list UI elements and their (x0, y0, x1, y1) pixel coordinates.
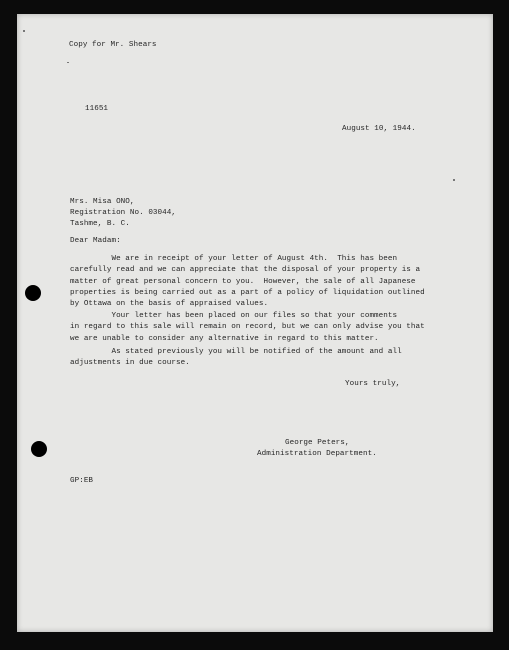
letter-date: August 10, 1944. (342, 125, 416, 133)
punch-hole-top (25, 285, 41, 301)
recipient-line: Tashme, B. C. (70, 220, 130, 228)
ink-speck (453, 179, 455, 181)
body-line: we are unable to consider any alternative in regard to this matter. (70, 334, 379, 343)
file-number: 11651 (85, 105, 109, 113)
body-line: Your letter has been placed on our files so that your comments (70, 312, 398, 320)
reference-initials: GP:EB (70, 477, 94, 485)
body-line: matter of great personal concern to you. However, the sale of all Japanese (70, 277, 416, 286)
recipient-line: Mrs. Misa ONO, (70, 198, 135, 206)
document-page (17, 14, 493, 632)
body-line: in regard to this sale will remain on record, but we can only advise you that (70, 323, 425, 332)
body-line: by Ottawa on the basis of appraised values. (70, 300, 269, 309)
closing: Yours truly, (345, 380, 401, 388)
signature-department: Administration Department. (257, 450, 377, 458)
ink-speck (67, 62, 69, 63)
body-line: adjustments in due course. (70, 359, 190, 368)
signature-name: George Peters, (285, 439, 350, 447)
body-line: carefully read and we can appreciate that the disposal of your property is a (70, 266, 421, 275)
punch-hole-bottom (31, 441, 47, 457)
body-line: We are in receipt of your letter of August 4th. This has been (70, 255, 398, 263)
copy-note: Copy for Mr. Shears (69, 41, 157, 49)
salutation: Dear Madam: (70, 237, 121, 245)
body-line: properties is being carried out as a part of a policy of liquidation outlined (70, 288, 425, 297)
body-line: As stated previously you will be notified of the amount and all (70, 348, 402, 356)
ink-speck (23, 30, 25, 32)
recipient-line: Registration No. 03044, (70, 209, 176, 217)
